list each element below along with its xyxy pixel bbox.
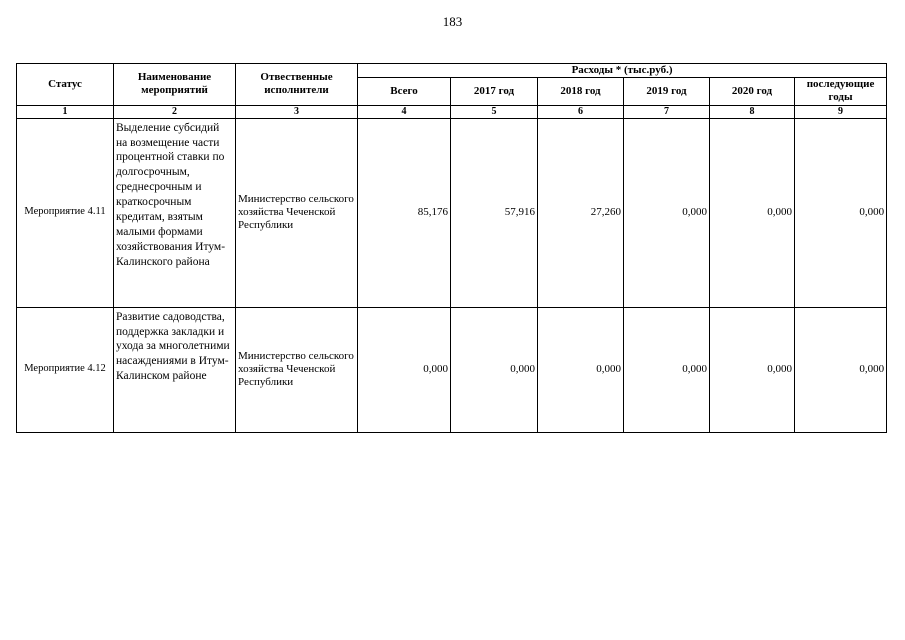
- row-2017: 0,000: [451, 307, 538, 432]
- row-status: Мероприятие 4.12: [17, 307, 114, 432]
- header-subsequent: последующие годы: [795, 78, 887, 105]
- row-2019: 0,000: [624, 307, 710, 432]
- column-number: 6: [538, 105, 624, 118]
- column-number: 1: [17, 105, 114, 118]
- expenses-table: [16, 63, 887, 433]
- row-responsible: Министерство сельского хозяйства Чеченской Республики: [236, 307, 358, 432]
- column-number: 7: [624, 105, 710, 118]
- row-responsible: Министерство сельского хозяйства Чеченской Республики: [236, 118, 358, 307]
- header-expenses-group: Расходы * (тыс.руб.): [358, 64, 887, 78]
- column-number: 4: [358, 105, 451, 118]
- row-name: Выделение субсидий на возмещение части процентной ставки по долгосрочным, среднесрочным и краткосрочным кредитам, взятым малыми формами хозяйствования Итум-Калинского района: [114, 118, 236, 307]
- column-number: 3: [236, 105, 358, 118]
- row-2020: 0,000: [710, 118, 795, 307]
- row-total: 0,000: [358, 307, 451, 432]
- row-subsequent: 0,000: [795, 307, 887, 432]
- column-number: 8: [710, 105, 795, 118]
- row-2018: 27,260: [538, 118, 624, 307]
- header-status: Статус: [17, 64, 114, 106]
- row-total: 85,176: [358, 118, 451, 307]
- header-name: Наименование мероприятий: [114, 64, 236, 106]
- column-number: 5: [451, 105, 538, 118]
- row-2017: 57,916: [451, 118, 538, 307]
- row-name: Развитие садоводства, поддержка закладки и ухода за многолетними насаждениями в Итум-Калинском районе: [114, 307, 236, 432]
- header-responsible: Отвественные исполнители: [236, 64, 358, 106]
- row-2018: 0,000: [538, 307, 624, 432]
- column-number: 2: [114, 105, 236, 118]
- header-2020: 2020 год: [710, 78, 795, 105]
- column-number: 9: [795, 105, 887, 118]
- header-2019: 2019 год: [624, 78, 710, 105]
- row-subsequent: 0,000: [795, 118, 887, 307]
- header-total: Всего: [358, 78, 451, 105]
- column-numbers-row: [17, 105, 887, 118]
- table-row: [17, 307, 887, 432]
- table-row: [17, 118, 887, 307]
- header-2017: 2017 год: [451, 78, 538, 105]
- row-2019: 0,000: [624, 118, 710, 307]
- header-2018: 2018 год: [538, 78, 624, 105]
- page-number: 183: [442, 14, 463, 29]
- row-2020: 0,000: [710, 307, 795, 432]
- row-status: Мероприятие 4.11: [17, 118, 114, 307]
